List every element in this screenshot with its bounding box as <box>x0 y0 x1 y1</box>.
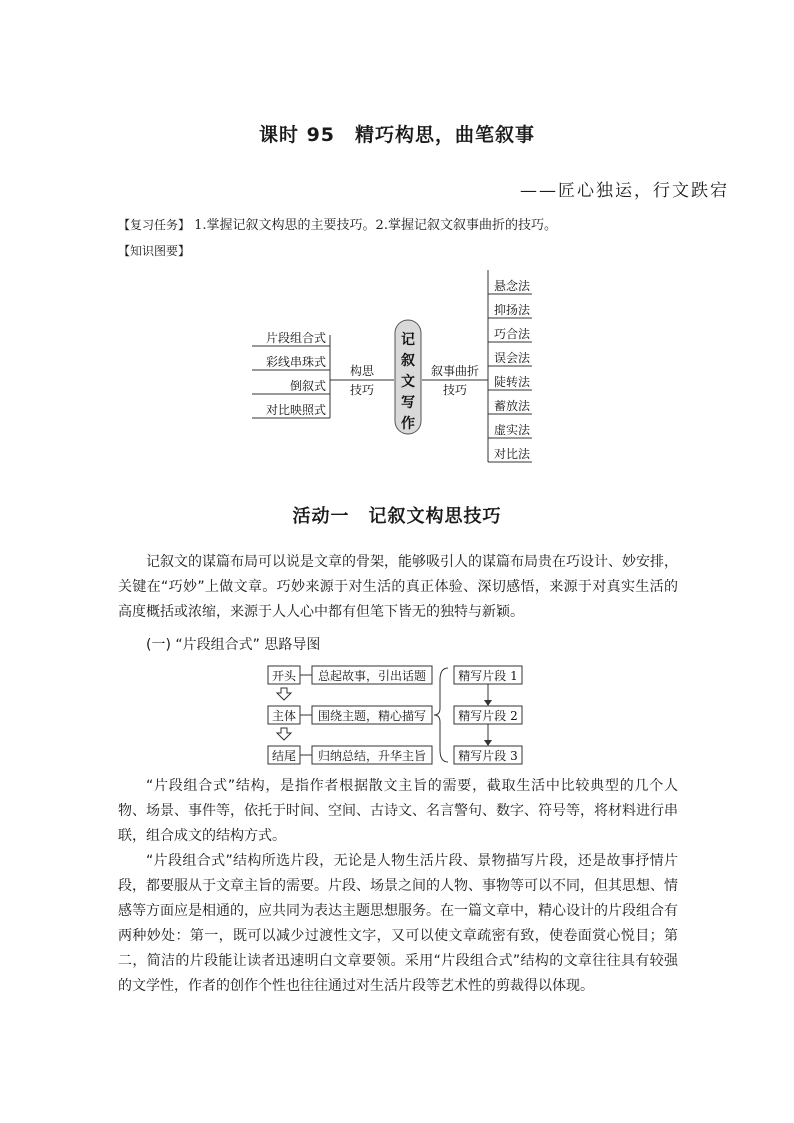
left-item: 彩线串珠式 <box>265 355 326 369</box>
flow-desc: 归纳总结，升华主旨 <box>317 749 427 763</box>
intro-text: 记叙文的谋篇布局可以说是文章的骨架，能够吸引人的谋篇布局贵在巧设计、妙安排，关键在“巧妙”上做文章。巧妙来源于对生活的真正体验、深切感悟，来源于对真实生活的高度概括或浓缩，来源于人人心中都有但笔下皆无的独特与新颖。 <box>118 554 678 620</box>
page-title: 课时 95 精巧构思，曲笔叙事 <box>258 124 536 146</box>
flow-segment: 精写片段 1 <box>458 669 518 683</box>
center-char: 写 <box>401 395 415 411</box>
right-item: 悬念法 <box>494 279 531 293</box>
knowledge-map-tag: 【知识图要】 <box>118 244 191 258</box>
center-char: 文 <box>401 374 415 390</box>
right-item: 对比法 <box>494 447 531 461</box>
flow-brace <box>434 668 448 762</box>
left-item: 对比映照式 <box>265 403 326 417</box>
left-branch-label: 构思 <box>349 364 375 378</box>
left-item: 倒叙式 <box>289 379 326 393</box>
review-tag: 【复习任务】 <box>118 218 191 232</box>
right-item: 陡转法 <box>494 375 531 389</box>
left-item: 片段组合式 <box>265 331 326 345</box>
right-item: 虚实法 <box>494 423 531 437</box>
left-branch-label: 技巧 <box>349 383 375 397</box>
flow-head: 开头 <box>271 669 297 683</box>
review-task <box>118 214 557 233</box>
body-paragraph-1: “片段组合式”结构，是指作者根据散文主旨的需要，截取生活中比较典型的几个人物、场景、事件等，依托于时间、空间、古诗文、名言警句、数字、符号等，将材料进行串联，组合成文的结构方式。 <box>118 778 678 844</box>
flow-desc: 总起故事，引出话题 <box>317 669 427 683</box>
flow-head: 主体 <box>271 709 297 723</box>
body-text <box>118 774 678 999</box>
right-branch-label: 技巧 <box>442 383 468 397</box>
knowledge-map-diagram <box>240 262 550 468</box>
body-paragraph-2: “片段组合式”结构所选片段，无论是人物生活片段、景物描写片段，还是故事抒情片段，都要服从于文章主旨的需要。片段、场景之间的人物、事物等可以不同，但其思想、情感等方面应是相通的，应共同为表达主题思想服务。在一篇文章中，精心设计的片段组合有两种妙处：第一，既可以减少过渡性文字，又可以使文章疏密有致，使卷面赏心悦目；第二，简洁的片段能让读者迅速明白文章要领。采用“片段组合式”结构的文章往往具有较强的文学性，作者的创作个性也往往通过对生活片段等艺术性的剪裁得以体现。 <box>118 853 678 994</box>
flow-segment: 精写片段 2 <box>458 709 518 723</box>
center-char: 叙 <box>401 353 415 369</box>
page-subtitle: ——匠心独运，行文跌宕 <box>520 181 729 201</box>
down-arrow-icon <box>277 688 291 700</box>
center-char: 记 <box>401 332 415 348</box>
activity-title: 活动一 记叙文构思技巧 <box>292 506 502 527</box>
right-item: 抑扬法 <box>494 303 531 317</box>
review-text: 1.掌握记叙文构思的主要技巧。2.掌握记叙文叙事曲折的技巧。 <box>194 218 557 233</box>
right-branch-label: 叙事曲折 <box>430 364 480 378</box>
flow-segment: 精写片段 3 <box>458 749 518 763</box>
right-item: 蓄放法 <box>494 399 531 413</box>
right-item: 误会法 <box>494 351 531 365</box>
center-char: 作 <box>401 416 415 432</box>
flow-diagram <box>264 660 530 768</box>
down-arrow-icon <box>277 728 291 740</box>
intro-paragraph <box>118 550 678 625</box>
section-subtitle: (一) “片段组合式” 思路导图 <box>146 637 321 653</box>
flow-desc: 围绕主题，精心描写 <box>317 709 427 723</box>
flow-head: 结尾 <box>271 749 297 763</box>
right-item: 巧合法 <box>494 327 531 341</box>
